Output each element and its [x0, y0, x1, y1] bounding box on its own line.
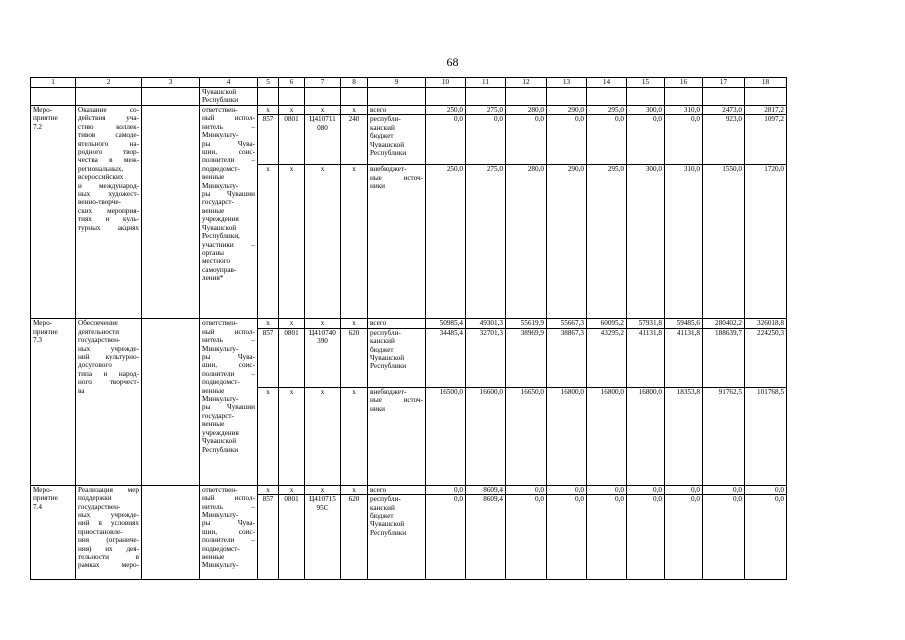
column-header: 10: [426, 78, 466, 88]
measure-id: Меро- приятие 7.3: [31, 319, 76, 485]
value-cell: 280402,2: [703, 319, 745, 328]
value-cell: 0,0: [703, 485, 745, 494]
column-header: 9: [368, 78, 426, 88]
code-cell: 0801: [279, 328, 305, 387]
value-cell: 41131,8: [627, 328, 665, 387]
code-cell: x: [305, 319, 341, 328]
value-cell: 275,0: [466, 165, 506, 319]
value-cell: 0,0: [587, 495, 627, 580]
measure-col3: [142, 319, 200, 485]
value-cell: 310,0: [665, 165, 703, 319]
funding-source: республи- канский бюджет Чувашской Республики: [368, 115, 426, 165]
measure-name: Обеспечение деятельности государствен- ных учрежде- ний культурно- досугового типа и народ- ного творчест- ва: [76, 319, 142, 485]
code-cell: 0801: [279, 495, 305, 580]
code-cell: x: [305, 165, 341, 319]
header-row: [31, 78, 787, 88]
code-cell: x: [341, 165, 368, 319]
code-cell: x: [341, 319, 368, 328]
code-cell: 857: [258, 495, 279, 580]
value-cell: 0,0: [665, 485, 703, 494]
value-cell: 250,0: [426, 106, 466, 115]
code-cell: 857: [258, 115, 279, 165]
value-cell: 280,0: [506, 165, 547, 319]
funding-source: внебюджет- ные источ- ники: [368, 165, 426, 319]
code-cell: x: [341, 387, 368, 485]
page-number: 68: [446, 55, 459, 69]
value-cell: 0,0: [665, 495, 703, 580]
value-cell: 55667,3: [547, 319, 587, 328]
measure-executors: ответствен- ный испол- нитель – Минкульту- ры Чува- шии, соис- полнители – подведомст- венные Минкульту-: [200, 485, 258, 579]
value-cell: 0,0: [745, 495, 787, 580]
code-cell: 240: [341, 115, 368, 165]
value-cell: 0,0: [547, 495, 587, 580]
column-header: 4: [200, 78, 258, 88]
table-row: [31, 319, 787, 328]
column-header: 13: [547, 78, 587, 88]
measure-executors: ответствен- ный испол- нитель – Минкульту- ры Чува- шии, соис- полнители – подведомст- венные Минкульту- ры Чувашии государст- венные учреждения Чувашской Республики, участники – органы местного самоуправ- ления*: [200, 106, 258, 319]
value-cell: 0,0: [506, 485, 547, 494]
funding-source: всего: [368, 485, 426, 494]
code-cell: x: [341, 485, 368, 494]
column-header: 2: [76, 78, 142, 88]
column-header: 16: [665, 78, 703, 88]
value-cell: 0,0: [547, 115, 587, 165]
value-cell: 0,0: [426, 495, 466, 580]
code-cell: x: [305, 387, 341, 485]
value-cell: 0,0: [587, 485, 627, 494]
value-cell: 16800,0: [587, 387, 627, 485]
value-cell: 16650,0: [506, 387, 547, 485]
code-cell: 0801: [279, 115, 305, 165]
code-cell: x: [279, 387, 305, 485]
value-cell: 38969,9: [506, 328, 547, 387]
executor-cell: Чувашской Республики: [200, 88, 258, 106]
column-header: 8: [341, 78, 368, 88]
funding-source: всего: [368, 106, 426, 115]
value-cell: 2817,2: [745, 106, 787, 115]
value-cell: 310,0: [665, 106, 703, 115]
column-header: 7: [305, 78, 341, 88]
value-cell: 0,0: [547, 485, 587, 494]
value-cell: 0,0: [506, 115, 547, 165]
code-cell: x: [279, 165, 305, 319]
value-cell: 16800,0: [547, 387, 587, 485]
value-cell: 16500,0: [426, 387, 466, 485]
column-header: 14: [587, 78, 627, 88]
column-header: 5: [258, 78, 279, 88]
value-cell: 326018,8: [745, 319, 787, 328]
table-row: [31, 106, 787, 115]
code-cell: 857: [258, 328, 279, 387]
code-cell: x: [341, 106, 368, 115]
code-cell: x: [305, 485, 341, 494]
value-cell: 0,0: [506, 495, 547, 580]
measure-col3: [142, 485, 200, 579]
code-cell: x: [258, 485, 279, 494]
measure-name: Реализация мер поддержки государствен- ных учрежде- ний в условиях приостановле- ния (ограниче- ния) их дея- тельности в рамках меро-: [76, 485, 142, 579]
value-cell: 0,0: [587, 115, 627, 165]
value-cell: 57931,8: [627, 319, 665, 328]
column-header: 1: [31, 78, 76, 88]
code-cell: 620: [341, 495, 368, 580]
value-cell: 32701,3: [466, 328, 506, 387]
value-cell: 1097,2: [745, 115, 787, 165]
value-cell: 0,0: [466, 115, 506, 165]
value-cell: 275,0: [466, 106, 506, 115]
funding-source: внебюджет- ные источ- ники: [368, 387, 426, 485]
value-cell: 250,0: [426, 165, 466, 319]
value-cell: 1550,0: [703, 165, 745, 319]
value-cell: 2473,0: [703, 106, 745, 115]
value-cell: 1720,0: [745, 165, 787, 319]
value-cell: 8609,4: [466, 495, 506, 580]
funding-source: республи- канский бюджет Чувашской Республики: [368, 495, 426, 580]
code-cell: 620: [341, 328, 368, 387]
value-cell: 295,0: [587, 106, 627, 115]
value-cell: 8609,4: [466, 485, 506, 494]
code-cell: x: [279, 106, 305, 115]
measure-executors: ответствен- ный испол- нитель – Минкульту- ры Чува- шии, соис- полнители – подведомст- венные Минкульту- ры Чувашии государст- венные учреждения Чувашской Республики: [200, 319, 258, 485]
table-row: [31, 88, 787, 106]
value-cell: 0,0: [627, 115, 665, 165]
column-header: 12: [506, 78, 547, 88]
value-cell: 101768,5: [745, 387, 787, 485]
code-cell: x: [305, 106, 341, 115]
measure-col3: [142, 106, 200, 319]
measure-id: Меро- приятие 7.4: [31, 485, 76, 579]
value-cell: 38867,3: [547, 328, 587, 387]
value-cell: 0,0: [745, 485, 787, 494]
value-cell: 280,0: [506, 106, 547, 115]
funding-source: республи- канский бюджет Чувашской Республики: [368, 328, 426, 387]
value-cell: 300,0: [627, 165, 665, 319]
column-header: 6: [279, 78, 305, 88]
value-cell: 49301,3: [466, 319, 506, 328]
value-cell: 16800,0: [627, 387, 665, 485]
value-cell: 188639,7: [703, 328, 745, 387]
code-cell: x: [258, 165, 279, 319]
code-cell: x: [258, 106, 279, 115]
budget-table: [30, 77, 787, 580]
value-cell: 300,0: [627, 106, 665, 115]
column-header: 17: [703, 78, 745, 88]
value-cell: 0,0: [426, 485, 466, 494]
value-cell: 0,0: [703, 495, 745, 580]
value-cell: 43295,2: [587, 328, 627, 387]
value-cell: 55619,9: [506, 319, 547, 328]
value-cell: 0,0: [665, 115, 703, 165]
value-cell: 59485,6: [665, 319, 703, 328]
code-cell: Ц410740 390: [305, 328, 341, 387]
code-cell: x: [258, 319, 279, 328]
value-cell: 923,0: [703, 115, 745, 165]
code-cell: x: [258, 387, 279, 485]
value-cell: 41131,8: [665, 328, 703, 387]
value-cell: 290,0: [547, 165, 587, 319]
measure-id: Меро- приятие 7.2: [31, 106, 76, 319]
code-cell: x: [279, 485, 305, 494]
column-header: 3: [142, 78, 200, 88]
value-cell: 224250,3: [745, 328, 787, 387]
column-header: 18: [745, 78, 787, 88]
value-cell: 16600,0: [466, 387, 506, 485]
value-cell: 60095,2: [587, 319, 627, 328]
code-cell: Ц410711 080: [305, 115, 341, 165]
value-cell: 290,0: [547, 106, 587, 115]
value-cell: 18353,8: [665, 387, 703, 485]
table-row: [31, 485, 787, 494]
value-cell: 295,0: [587, 165, 627, 319]
code-cell: Ц410715 95С: [305, 495, 341, 580]
column-header: 11: [466, 78, 506, 88]
value-cell: 0,0: [426, 115, 466, 165]
funding-source: всего: [368, 319, 426, 328]
value-cell: 0,0: [627, 495, 665, 580]
code-cell: x: [279, 319, 305, 328]
value-cell: 50985,4: [426, 319, 466, 328]
measure-name: Оказание со- действия уча- стию коллек- тивов самоде- ятельного на- родного твор- чества в меж- региональных, всероссийских и международ- ных художест- венно-творче- ских мероприя- тиях и куль- турных акциях: [76, 106, 142, 319]
value-cell: 91762,5: [703, 387, 745, 485]
value-cell: 34485,4: [426, 328, 466, 387]
column-header: 15: [627, 78, 665, 88]
value-cell: 0,0: [627, 485, 665, 494]
